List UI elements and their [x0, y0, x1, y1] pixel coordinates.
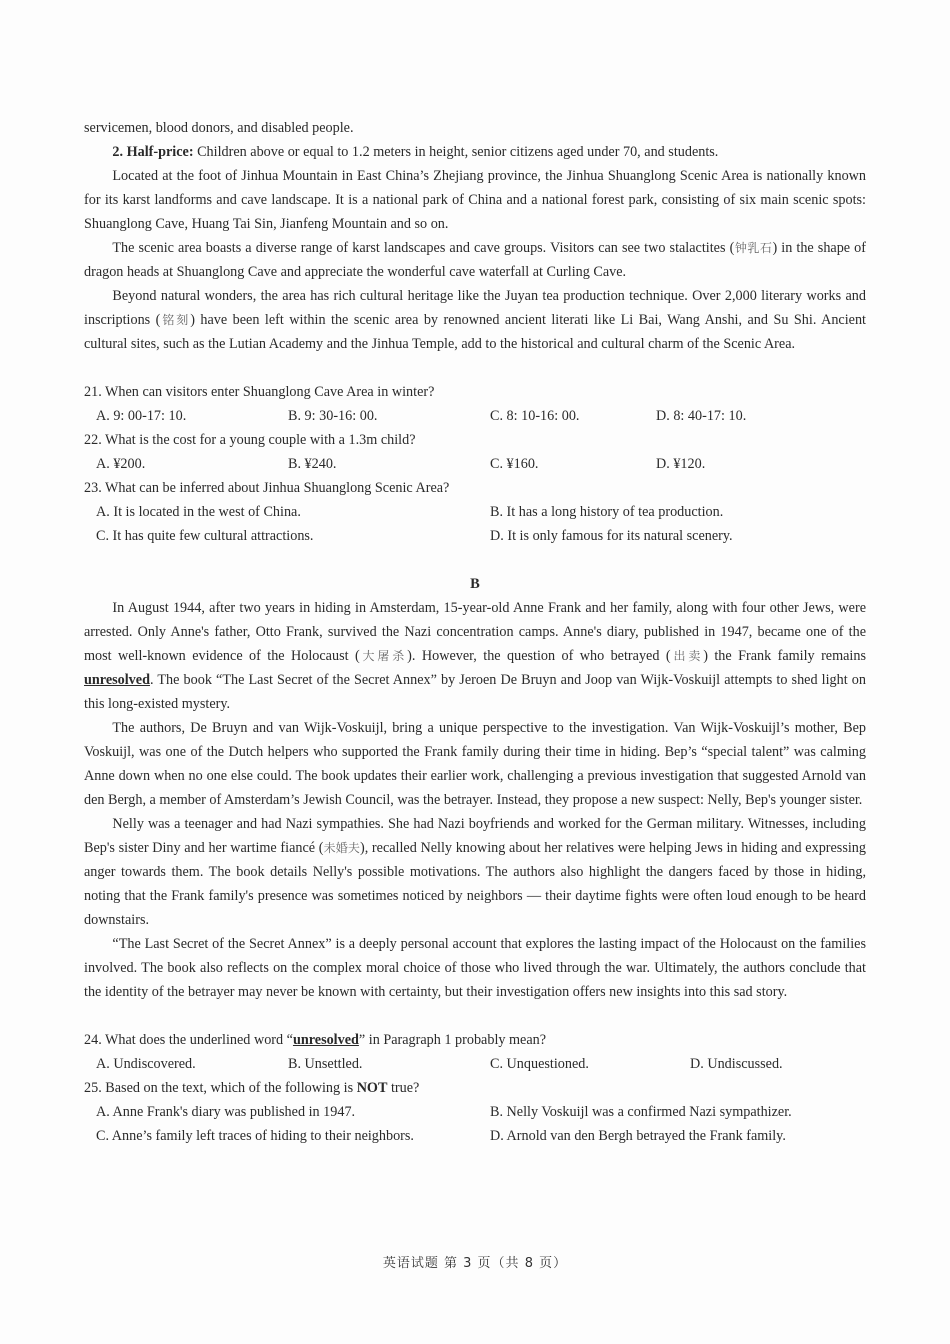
option-b: B. 9: 30-16: 00. — [288, 408, 378, 424]
option-c: C. Unquestioned. — [490, 1056, 589, 1072]
option-c: C. ¥160. — [490, 456, 539, 472]
text-span: 25. Based on the text, which of the following is — [84, 1080, 357, 1096]
question-25-options-row1 — [84, 1100, 866, 1124]
option-a: A. Anne Frank's diary was published in 1947. — [96, 1104, 356, 1120]
text-span: Nelly was a teenager and had Nazi sympathies. She had Nazi boyfriends and worked for the German military. Witnesses, including Bep's sister Diny and her wartime fiancé ( — [84, 816, 866, 856]
question-22-options — [84, 452, 866, 476]
question-22-stem: 22. What is the cost for a young couple with a 1.3m child? — [84, 432, 416, 448]
passage-a-continuation: servicemen, blood donors, and disabled people. — [84, 120, 354, 136]
page-footer: 英语试题 第 3 页（共 8 页） — [382, 1256, 568, 1271]
option-d: D. Arnold van den Bergh betrayed the Frank family. — [490, 1128, 786, 1144]
question-23-options-row1 — [84, 500, 866, 524]
option-c: C. Anne’s family left traces of hiding to their neighbors. — [96, 1128, 414, 1144]
half-price-label: 2. Half-price: — [112, 144, 194, 160]
question-23-options-row2 — [84, 524, 866, 548]
option-b: B. It has a long history of tea production. — [490, 504, 724, 520]
option-b: B. Nelly Voskuijl was a confirmed Nazi sympathizer. — [490, 1104, 792, 1120]
text-span: ) have been left within the scenic area by renowned ancient literati like Li Bai, Wang Anshi, and Su Shi. Ancient cultural sites, such as the Lutian Academy and the Jinhua Temple, add to the historical and cultural charm of the Scenic Area. — [84, 312, 866, 352]
passage-b-paragraph-3 — [84, 812, 866, 932]
option-a: A. ¥200. — [96, 456, 146, 472]
option-c: C. 8: 10-16: 00. — [490, 408, 580, 424]
passage-a-paragraph-3 — [84, 284, 866, 356]
text-span: 24. What does the underlined word “ — [84, 1032, 293, 1048]
option-d: D. It is only famous for its natural scenery. — [490, 528, 733, 544]
question-21-options — [84, 404, 866, 428]
exam-page — [84, 116, 866, 1148]
text-span: ), recalled Nelly knowing about her relatives were helping Jews in hiding and expressing anger towards them. The book details Nelly's possible motivations. The authors also highlight the dangers faced by those in hiding, noting that the Frank family's presence was sometimes noticed by neighbors — their daytime fights were often loud enough to be heard downstairs. — [84, 840, 866, 928]
underlined-word: unresolved — [84, 672, 150, 688]
cjk-gloss: 未婚夫 — [323, 841, 360, 855]
passage-b-paragraph-2: The authors, De Bruyn and van Wijk-Voskuijl, bring a unique perspective to the investigation. Van Wijk-Voskuijl’s mother, Bep Voskuijl, was one of the Dutch helpers who supported the Frank family during their time in hiding. Bep’s “special talent” was calming Anne down when no one else could. The book updates their earlier work, challenging a previous investigation that suggested Arnold van den Bergh, a member of Amsterdam’s Jewish Council, was the betrayer. Instead, they propose a new suspect: Nelly, Bep's younger sister. — [84, 720, 866, 808]
question-24-options — [84, 1052, 866, 1076]
half-price-rule — [84, 140, 866, 164]
question-24-stem — [84, 1028, 866, 1052]
option-d: D. ¥120. — [656, 456, 706, 472]
option-b: B. ¥240. — [288, 456, 337, 472]
option-d: D. Undiscussed. — [690, 1056, 783, 1072]
text-span: ” in Paragraph 1 probably mean? — [358, 1032, 547, 1048]
text-span: In August 1944, after two years in hiding in Amsterdam, 15-year-old Anne Frank and her family, along with four other Jews, were arrested. Only Anne's father, Otto Frank, survived the Nazi concentration camps. Anne's diary, published in 1947, became one of the most well-known evidence of the Holocaust ( — [84, 600, 866, 664]
passage-a-paragraph-1: Located at the foot of Jinhua Mountain in East China’s Zhejiang province, the Jinhua Shuanglong Scenic Area is nationally known for its karst landforms and cave landscape. It is a national park of China and a national forest park, consisting of six main scenic spots: Shuanglong Cave, Huang Tai Sin, Jianfeng Mountain and so on. — [84, 168, 866, 232]
option-a: A. Undiscovered. — [96, 1056, 196, 1072]
cjk-gloss: 铭刻 — [160, 313, 191, 327]
question-25-options-row2 — [84, 1124, 866, 1148]
option-b: B. Unsettled. — [288, 1056, 363, 1072]
passage-b-paragraph-4: “The Last Secret of the Secret Annex” is a deeply personal account that explores the lasting impact of the Holocaust on the families involved. The book also reflects on the complex moral choice of those who lived through the war. Ultimately, the authors conclude that the identity of the betrayer may never be known with certainty, but their investigation offers new insights into this sad story. — [84, 936, 866, 1000]
option-a: A. 9: 00-17: 10. — [96, 408, 187, 424]
option-d: D. 8: 40-17: 10. — [656, 408, 747, 424]
underlined-word: unresolved — [292, 1032, 359, 1048]
text-span: ) the Frank family remains — [703, 648, 866, 664]
section-b-title: B — [470, 576, 480, 592]
question-23-stem: 23. What can be inferred about Jinhua Shuanglong Scenic Area? — [84, 480, 450, 496]
text-span: true? — [387, 1080, 420, 1096]
text-span: Beyond natural wonders, the area has rich cultural heritage like the Juyan tea production technique. Over 2,000 literary works and inscriptions ( — [84, 288, 866, 328]
half-price-text: Children above or equal to 1.2 meters in height, senior citizens aged under 70, and students. — [193, 144, 719, 160]
question-21-stem: 21. When can visitors enter Shuanglong Cave Area in winter? — [84, 384, 435, 400]
text-span: ) in the shape of dragon heads at Shuanglong Cave and appreciate the wonderful cave waterfall at Curling Cave. — [84, 240, 866, 280]
passage-a-paragraph-2 — [84, 236, 866, 284]
text-span: . The book “The Last Secret of the Secret Annex” by Jeroen De Bruyn and Joop van Wijk-Voskuijl attempts to shed light on this long-existed mystery. — [84, 672, 866, 712]
question-25-stem — [84, 1076, 866, 1100]
cjk-gloss: 钟乳石 — [734, 241, 773, 255]
text-span: ). However, the question of who betrayed ( — [407, 648, 671, 664]
option-a: A. It is located in the west of China. — [96, 504, 301, 520]
option-c: C. It has quite few cultural attractions. — [96, 528, 314, 544]
cjk-gloss: 出卖 — [670, 649, 704, 663]
text-span: The scenic area boasts a diverse range of karst landscapes and cave groups. Visitors can see two stalactites ( — [112, 240, 735, 256]
passage-b-paragraph-1 — [84, 596, 866, 716]
cjk-gloss: 大屠杀 — [359, 649, 408, 663]
bold-word: NOT — [356, 1080, 388, 1096]
